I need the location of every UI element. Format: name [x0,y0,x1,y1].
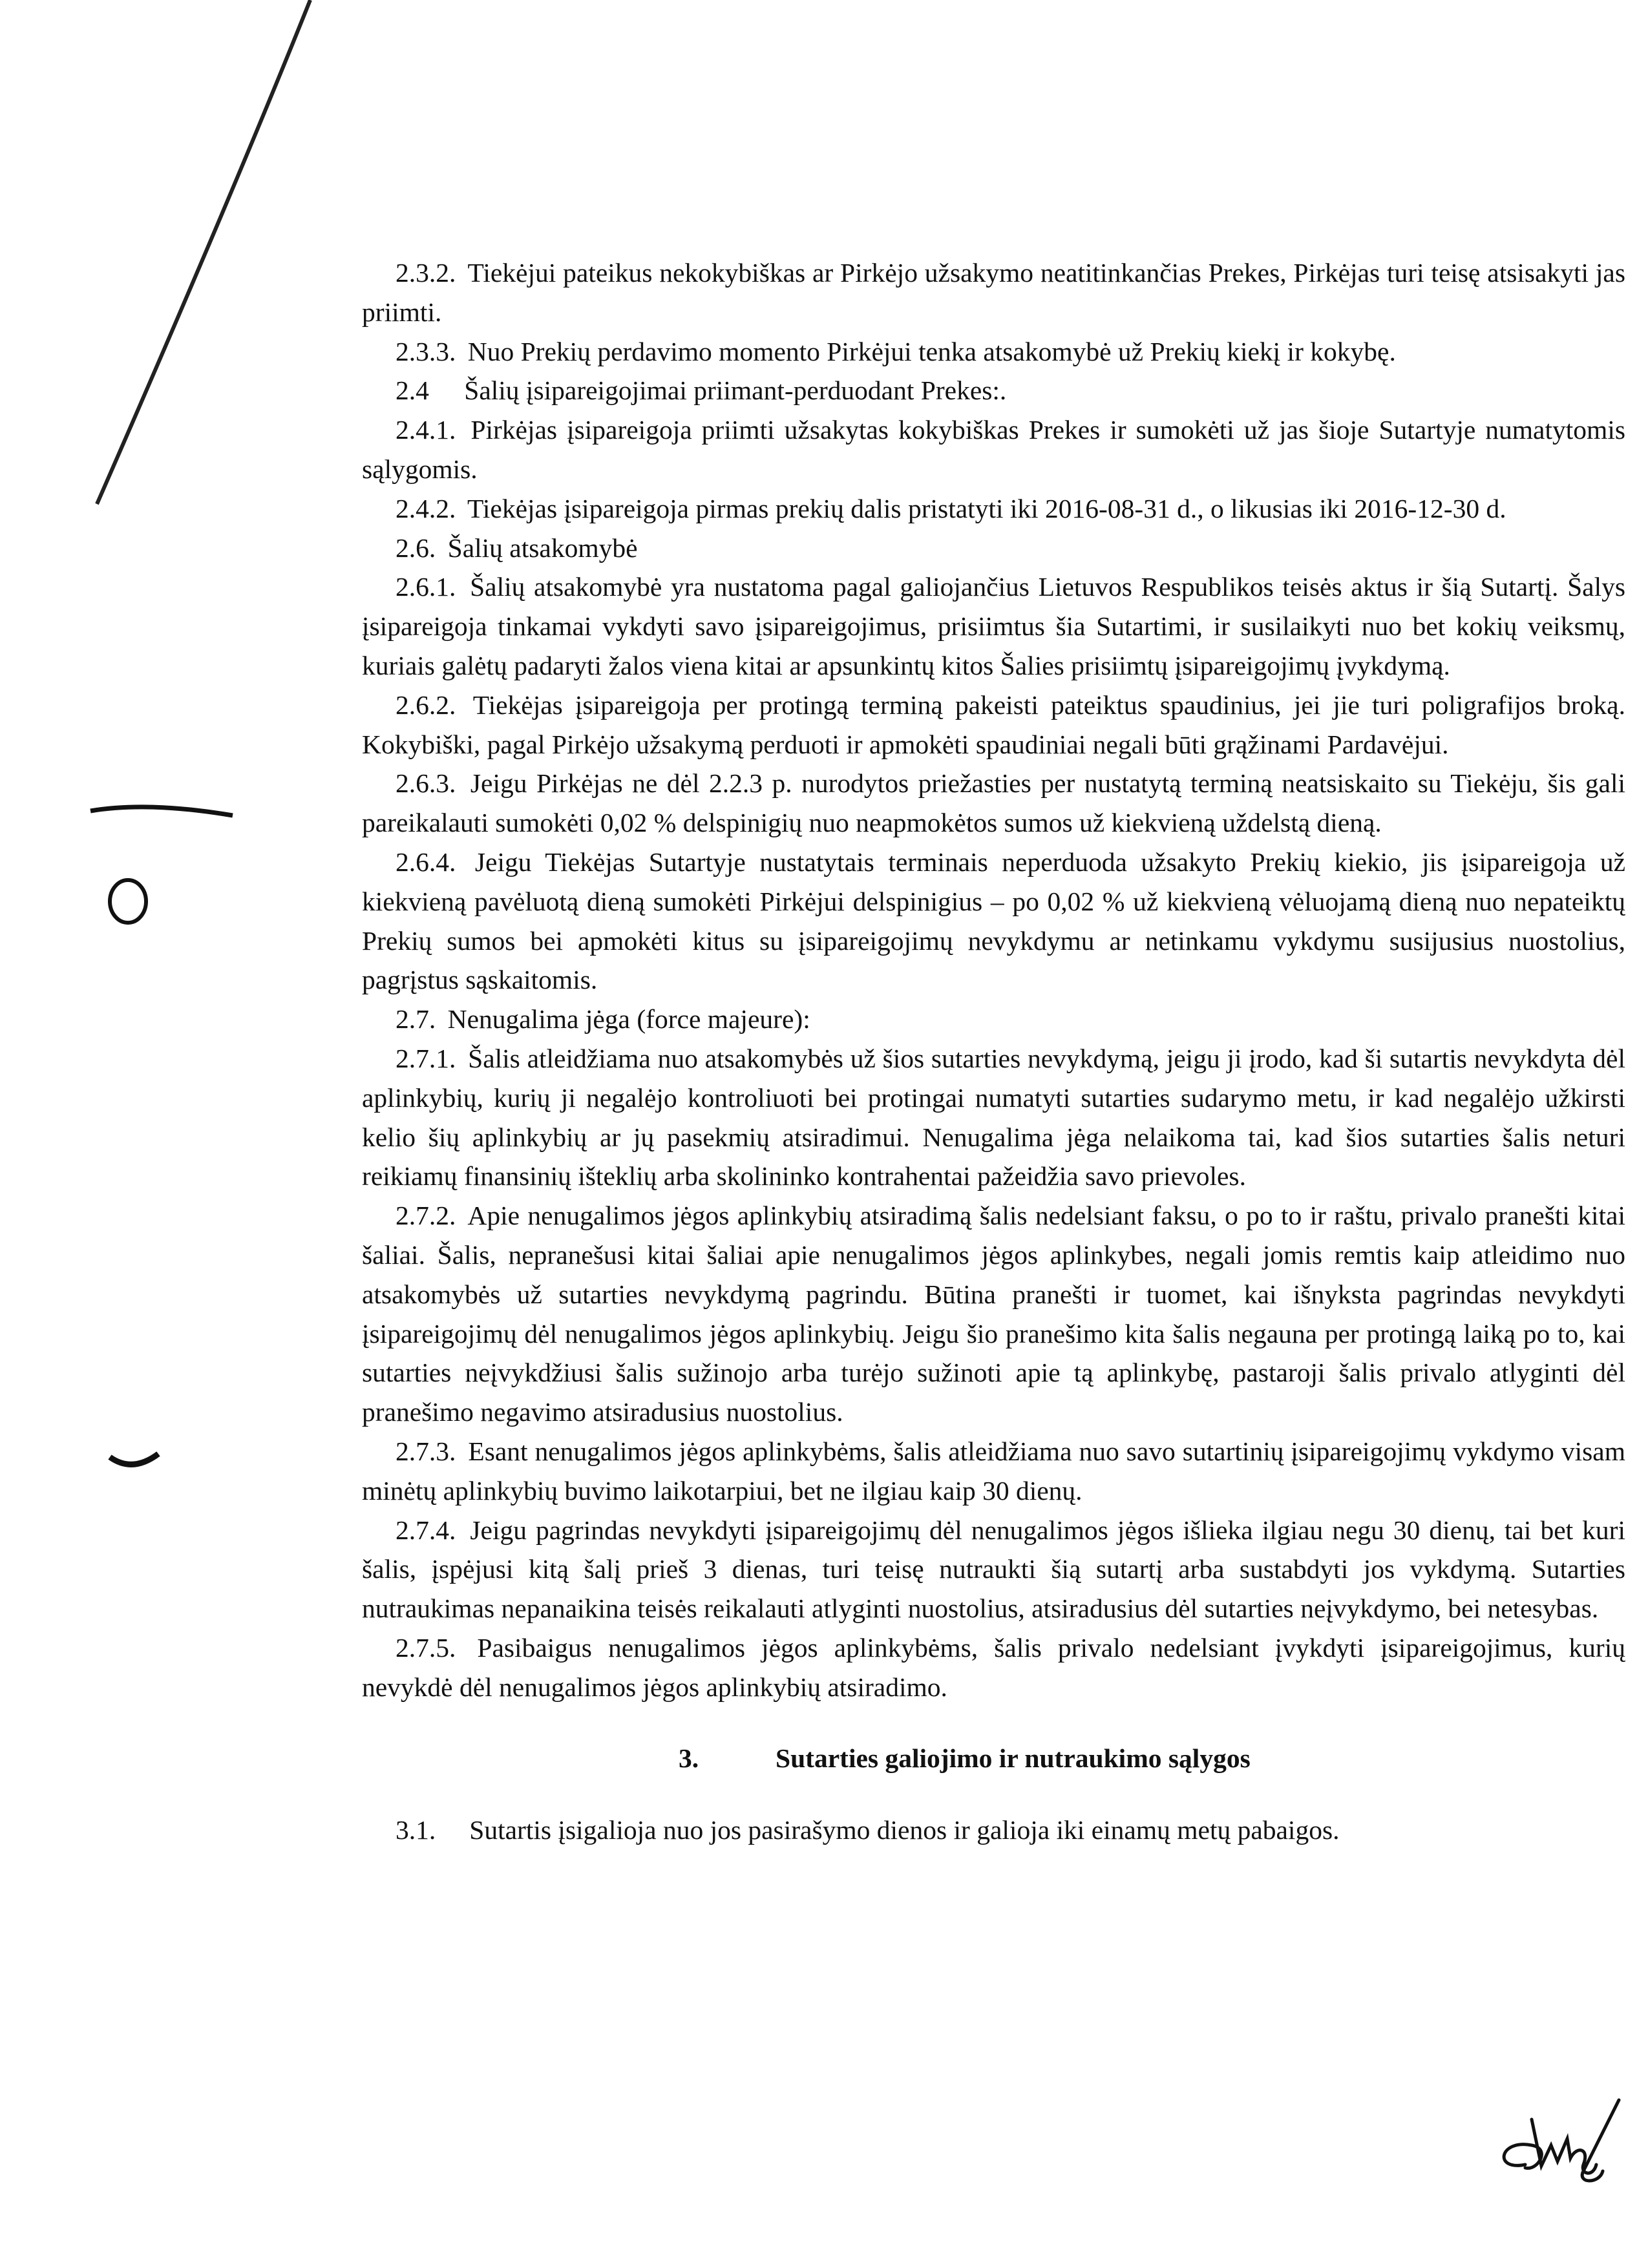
clause-2-7-2: 2.7.2. Apie nenugalimos jėgos aplinkybių atsiradimą šalis nedelsiant faksu, o po to ir raštu, privalo pranešti kitai šaliai. Šalis, nepranešusi kitai šaliai apie nenugalimos jėgos aplinkybes, negali jomis remtis kaip atleidimo nuo atsakomybės už sutarties nevykdymą pagrindu. Būtina pranešti ir tuomet, kai išnyksta pagrindas nevykdyti įsipareigojimų dėl nenugalimos jėgos aplinkybių. Jeigu šio pranešimo kita šalis negauna per protingą laiką po to, kai sutarties neįvykdžiusi šalis sužinojo arba turėjo sužinoti apie tą aplinkybę, pastaroji šalis privalo atlyginti dėl pranešimo negavimo atsiradusius nuostolius. [362,1201,1625,1427]
document-body [362,253,1625,1850]
section-3-title: Sutarties galiojimo ir nutraukimo sąlygos [776,1743,1251,1774]
clause-2-3-3: 2.3.3. Nuo Prekių perdavimo momento Pirkėjui tenka atsakomybė už Prekių kiekį ir kokybę. [396,336,1396,366]
clause-2-6-4: 2.6.4. Jeigu Tiekėjas Sutartyje nustatytais terminais neperduoda užsakyto Prekių kiekio, jis įsipareigoja už kiekvieną pavėluotą dieną sumokėti Pirkėjui delspinigius – po 0,02 % už kiekvieną vėluojamą dieną nuo nepateiktų Prekių sumos bei apmokėti kitus su įsipareigojimų nevykdymu ar netinkamu vykdymu susijusius nuostolius, pagrįstus sąskaitomis. [362,846,1625,995]
clause-2-6-2: 2.6.2. Tiekėjas įsipareigoja per protingą terminą pakeisti pateiktus spaudinius, jei jie turi poligrafijos broką. Kokybiški, pagal Pirkėjo užsakymą perduoti ir apmokėti spaudiniai negali būti grąžinami Pardavėjui. [362,689,1625,759]
clause-2-7-4: 2.7.4. Jeigu pagrindas nevykdyti įsipareigojimų dėl nenugalimos jėgos išlieka ilgiau negu 30 dienų, tai bet kuri šalis, įspėjusi kitą šalį prieš 3 dienas, turi teisę nutraukti šią sutartį arba sustabdyti jos vykdymą. Sutarties nutraukimas nepanaikina teisės reikalauti atlyginti nuostolius, atsiradusius dėl sutarties neįvykdymo, bei netesybas. [362,1515,1625,1624]
clause-2-6: 2.6. Šalių atsakomybė [396,532,638,563]
clause-2-7-3: 2.7.3. Esant nenugalimos jėgos aplinkybėms, šalis atleidžiama nuo savo sutartinių įsipareigojimų vykdymo visam minėtų aplinkybių buvimo laikotarpiui, bet ne ilgiau kaip 30 dienų. [362,1436,1626,1506]
clause-3-1: 3.1. Sutartis įsigalioja nuo jos pasirašymo dienos ir galioja iki einamų metų pabaigos. [396,1815,1340,1845]
clause-2-4-1: 2.4.1. Pirkėjas įsipareigoja priimti užsakytas kokybiškas Prekes ir sumokėti už jas šioje Sutartyje numatytomis sąlygomis. [362,415,1625,484]
punch-mark-arc [110,1454,158,1464]
section-3-number: 3. [679,1743,699,1774]
clause-2-6-3: 2.6.3. Jeigu Pirkėjas ne dėl 2.2.3 p. nurodytos priežasties per nustatytą terminą neatsiskaito su Tiekėju, šis gali pareikalauti sumokėti 0,02 % delspinigių nuo neapmokėtos sumos už kiekvieną uždelstą dieną. [362,768,1626,838]
margin-diagonal-line [97,0,310,504]
clause-2-4-2: 2.4.2. Tiekėjas įsipareigoja pirmas prekių dalis pristatyti iki 2016-08-31 d., o likusias iki 2016-12-30 d. [396,493,1506,523]
signature-mark [1486,2094,1635,2190]
clause-2-3-2: 2.3.2. Tiekėjui pateikus nekokybiškas ar Pirkėjo užsakymo neatitinkančias Prekes, Pirkėjas turi teisę atsisakyti jas priimti. [362,258,1625,327]
clause-2-6-1: 2.6.1. Šalių atsakomybė yra nustatoma pagal galiojančius Lietuvos Respublikos teisės aktus ir šią Sutartį. Šalys įsipareigoja tinkamai vykdyti savo įsipareigojimus, prisiimtus šia Sutartimi, ir susilaikyti nuo bet kokių veiksmų, kuriais galėtų padaryti žalos viena kitai ar apsunkintų kitos Šalies prisiimtų įsipareigojimų įvykdymą. [362,572,1626,680]
clause-2-7: 2.7. Nenugalima jėga (force majeure): [396,1004,810,1034]
punch-mark-line [90,807,233,815]
clause-2-4: 2.4 Šalių įsipareigojimai priimant-perduodant Prekes:. [396,375,1007,406]
punch-hole-circle [110,880,146,923]
section-3-heading [362,1739,1625,1778]
clause-2-7-5: 2.7.5. Pasibaigus nenugalimos jėgos aplinkybėms, šalis privalo nedelsiant įvykdyti įsipareigojimus, kurių nevykdė dėl nenugalimos jėgos aplinkybių atsiradimo. [362,1632,1626,1702]
clause-2-7-1: 2.7.1. Šalis atleidžiama nuo atsakomybės už šios sutarties nevykdymą, jeigu ji įrodo, kad ši sutartis nevykdyta dėl aplinkybių, kurių ji negalėjo kontroliuoti bei protingai numatyti sutarties sudarymo metu, ir kad negalėjo užkirsti kelio šių aplinkybių ar jų pasekmių atsiradimui. Nenugalima jėga nelaikoma tai, kad šios sutarties šalis neturi reikiamų finansinių išteklių arba skolininko kontrahentai pažeidžia savo prievoles. [362,1043,1626,1192]
